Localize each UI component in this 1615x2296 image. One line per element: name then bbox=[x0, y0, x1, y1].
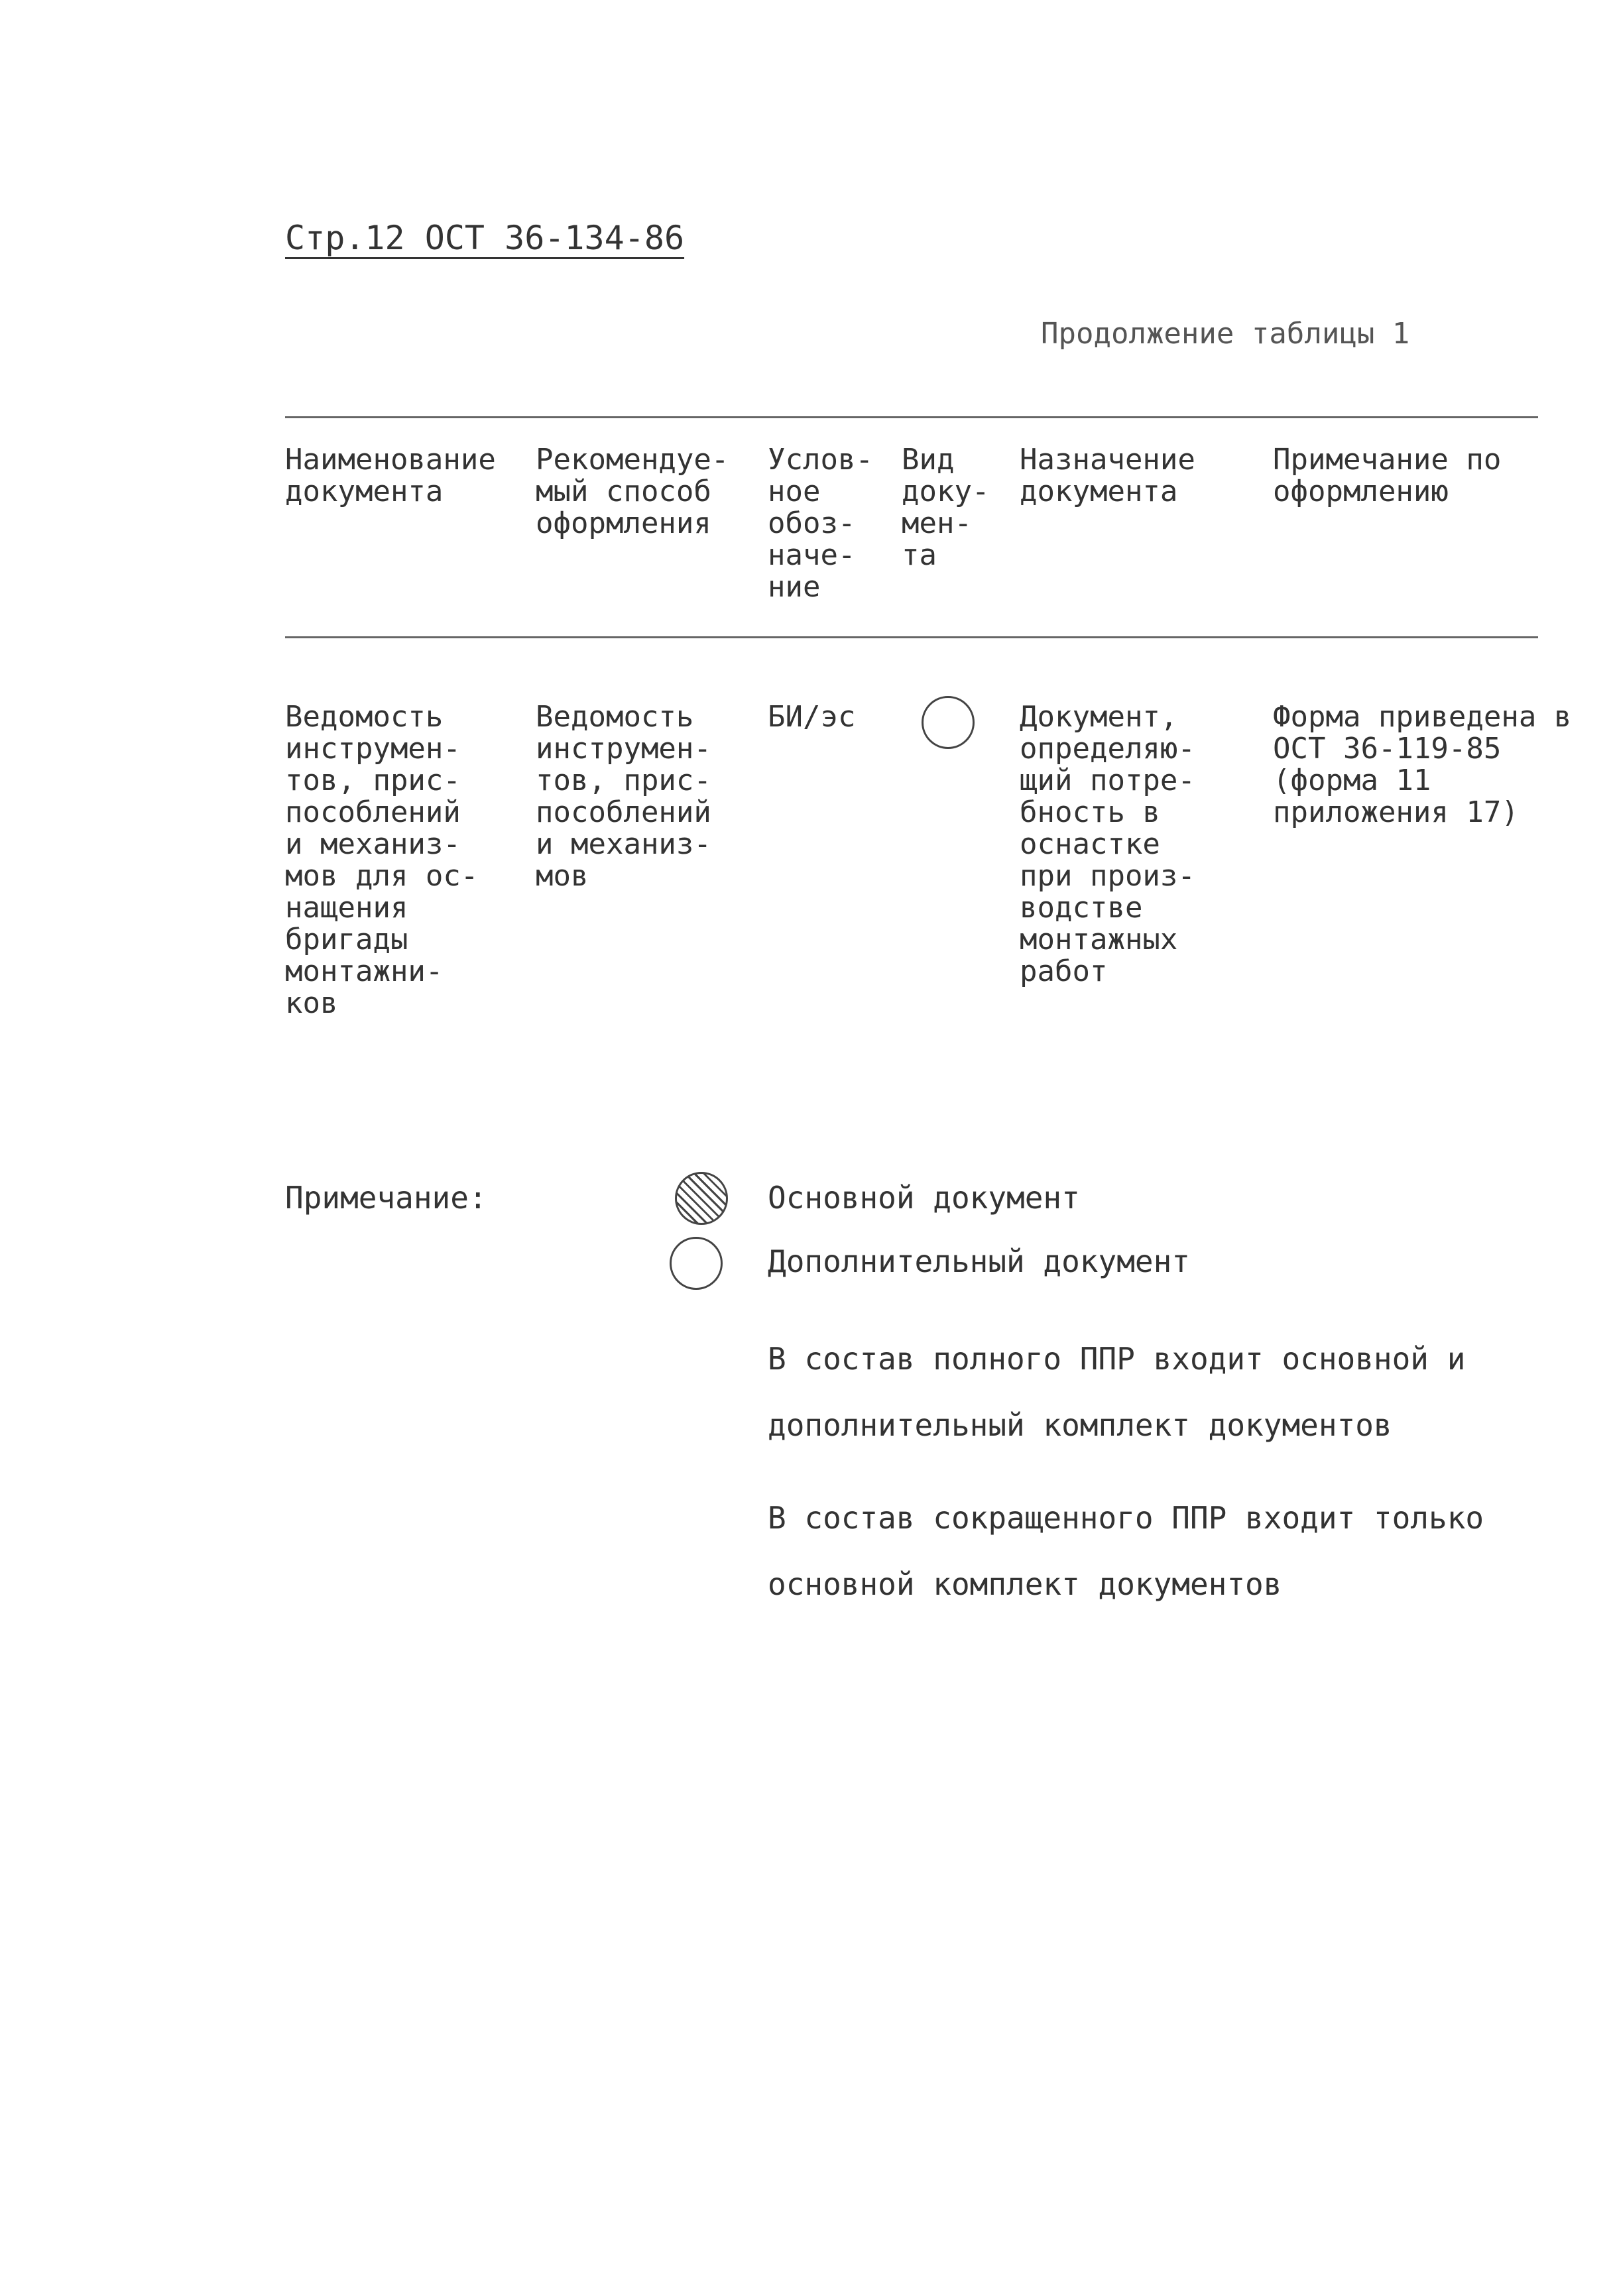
column-header-note: Примечание по оформлению bbox=[1273, 443, 1502, 508]
column-header-designation: Услов- ное обоз- наче- ние bbox=[768, 443, 873, 604]
table-header-rule bbox=[285, 636, 1538, 638]
column-header-purpose: Назначение документа bbox=[1020, 443, 1195, 508]
page-header: Стр.12 ОСТ 36-134-86 bbox=[285, 219, 685, 257]
row-note: Форма приведена в ОСТ 36-119-85 (форма 11 приложения 17) bbox=[1273, 700, 1572, 829]
legend-additional-document: Дополнительный документ bbox=[768, 1243, 1190, 1279]
column-header-name: Наименование документа bbox=[285, 443, 496, 508]
note-paragraph-full: В состав полного ППР входит основной и дополнительный комплект документов bbox=[768, 1341, 1466, 1443]
row-designation: БИ/эс bbox=[768, 700, 856, 734]
note-paragraph-short: В состав сокращенного ППР входит только основной комплект документов bbox=[768, 1500, 1484, 1602]
table-continuation-label: Продолжение таблицы 1 bbox=[1041, 317, 1410, 351]
row-name: Ведомость инструмен- тов, прис- пособлений и механиз- мов для ос- нащения бригады монтажни- ков bbox=[285, 700, 479, 1020]
note-label: Примечание: bbox=[285, 1180, 487, 1216]
empty-circle-icon bbox=[670, 1237, 723, 1290]
table-top-rule bbox=[285, 416, 1538, 418]
hatched-circle-icon bbox=[675, 1172, 728, 1225]
row-method: Ведомость инструмен- тов, прис- пособлений и механиз- мов bbox=[536, 700, 711, 893]
legend-main-document: Основной документ bbox=[768, 1180, 1080, 1216]
empty-circle-icon bbox=[922, 696, 975, 749]
row-purpose: Документ, определяю- щий потре- бность в оснастке при произ- водстве монтажных работ bbox=[1020, 700, 1195, 988]
column-header-doc-type: Вид доку- мен- та bbox=[902, 443, 990, 572]
column-header-method: Рекомендуе- мый способ оформления bbox=[536, 443, 729, 540]
